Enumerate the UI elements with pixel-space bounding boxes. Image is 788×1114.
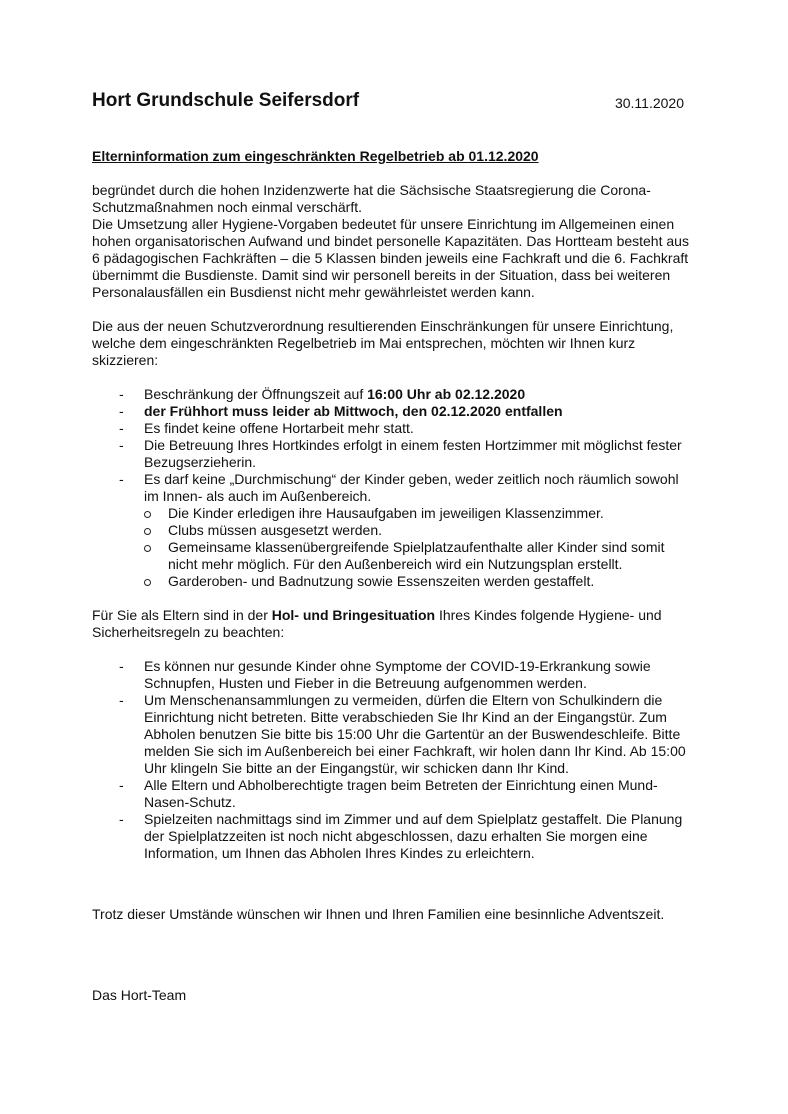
sub-item-text: Garderoben- und Badnutzung sowie Essenszeiten werden gestaffelt.	[168, 573, 595, 589]
dash-bullet: -	[119, 386, 124, 402]
hygiene-rule-text: Um Menschenansammlungen zu vermeiden, dürfen die Eltern von Schulkindern die Einrichtung nicht betreten. Bitte verabschieden Sie Ihr Kind an der Eingangstür. Zum Abholen benutzen Sie bitte bis 15:00 Uhr die Gartentür an der Buswendeschleife. Bitte melden Sie sich im Außenbereich bei einer Fachkraft, wir holen dann Ihr Kind. Ab 15:00 Uhr klingeln Sie bitte an der Eingangstür, wir schicken dann Ihr Kind.	[144, 692, 686, 776]
hygiene-intro-bold: Hol- und Bringesituation	[271, 607, 436, 623]
dash-bullet: -	[119, 692, 124, 708]
circle-bullet-icon	[144, 579, 151, 586]
hygiene-rules-list	[92, 658, 697, 862]
restriction-bold-text: 16:00 Uhr ab 02.12.2020	[367, 386, 526, 402]
letter-header	[92, 90, 692, 116]
hygiene-intro-text: Für Sie als Eltern sind in der	[92, 607, 272, 623]
restrictions-sublist	[144, 505, 697, 590]
list-item	[144, 522, 697, 539]
restrictions-intro: Die aus der neuen Schutzverordnung resultierenden Einschränkungen für unsere Einrichtung, welche dem eingeschränkten Regelbetrieb im Mai entsprechen, möchten wir Ihnen kurz skizzieren:	[92, 318, 674, 368]
restriction-text: Die Betreuung Ihres Hortkindes erfolgt in einem festen Hortzimmer mit möglichst fester Bezugserzieherin.	[144, 437, 682, 470]
restriction-text: Es darf keine „Durchmischung“ der Kinder geben, weder zeitlich noch räumlich sowohl im Innen- als auch im Außenbereich.	[144, 471, 679, 504]
hygiene-rule-text: Es können nur gesunde Kinder ohne Symptome der COVID-19-Erkrankung sowie Schnupfen, Husten und Fieber in die Betreuung aufgenommen werden.	[144, 658, 651, 691]
list-item	[92, 386, 697, 403]
dash-bullet: -	[119, 777, 124, 793]
letter-date: 30.11.2020	[614, 95, 684, 111]
closing-line: Trotz dieser Umstände wünschen wir Ihnen und Ihren Familien eine besinnliche Adventszeit.	[92, 906, 665, 922]
intro-paragraph-1: begründet durch die hohen Inzidenzwerte hat die Sächsische Staatsregierung die Corona-Schutzmaßnahmen noch einmal verschärft.	[92, 182, 651, 215]
dash-bullet: -	[119, 437, 124, 453]
list-item	[92, 403, 697, 420]
hygiene-rule-text: Alle Eltern und Abholberechtigte tragen beim Betreten der Einrichtung einen Mund-Nasen-Schutz.	[144, 777, 658, 810]
letter-body	[92, 182, 697, 862]
sub-item-text: Die Kinder erledigen ihre Hausaufgaben im jeweiligen Klassenzimmer.	[168, 505, 604, 521]
page-title: Hort Grundschule Seifersdorf	[92, 90, 360, 111]
circle-bullet-icon	[144, 511, 151, 518]
restriction-text: Es findet keine offene Hortarbeit mehr statt.	[144, 420, 414, 436]
intro-paragraph-2: Die Umsetzung aller Hygiene-Vorgaben bedeutet für unsere Einrichtung im Allgemeinen einen hohen organisatorischen Aufwand und bindet personelle Kapazitäten. Das Hortteam besteht aus 6 pädagogischen Fachkräften – die 5 Klassen binden jeweils eine Fachkraft und die 6. Fachkraft übernimmt die Busdienste. Damit sind wir personell bereits in der Situation, dass bei weiteren Personalausfällen ein Busdienst nicht mehr gewährleistet werden kann.	[92, 216, 689, 300]
list-item	[92, 811, 697, 862]
list-item	[144, 539, 697, 573]
dash-bullet: -	[119, 403, 124, 419]
list-item	[144, 573, 697, 590]
list-item	[144, 505, 697, 522]
circle-bullet-icon	[144, 545, 151, 552]
restrictions-list	[92, 386, 697, 590]
list-item	[92, 658, 697, 692]
list-item	[92, 692, 697, 777]
restriction-bold-text: der Frühhort muss leider ab Mittwoch, den 02.12.2020 entfallen	[144, 403, 563, 419]
hygiene-rule-text: Spielzeiten nachmittags sind im Zimmer und auf dem Spielplatz gestaffelt. Die Planung der Spielplatzzeiten ist noch nicht abgeschlossen, dazu erhalten Sie morgen eine Information, um Ihnen das Abholen Ihres Kindes zu erleichtern.	[144, 811, 683, 861]
dash-bullet: -	[119, 811, 124, 827]
restriction-text: Beschränkung der Öffnungszeit auf	[144, 386, 368, 402]
signature: Das Hort-Team	[92, 987, 187, 1003]
hygiene-intro	[92, 607, 697, 641]
letter-subject: Elterninformation zum eingeschränkten Regelbetrieb ab 01.12.2020	[92, 148, 539, 164]
list-item	[92, 777, 697, 811]
list-item	[92, 420, 697, 437]
dash-bullet: -	[119, 471, 124, 487]
hygiene-intro-text-end: Ihres Kindes folgende Hygiene- und Sicherheitsregeln zu beachten:	[92, 607, 662, 640]
circle-bullet-icon	[144, 528, 151, 535]
sub-item-text: Gemeinsame klassenübergreifende Spielplatzaufenthalte aller Kinder sind somit nicht mehr möglich. Für den Außenbereich wird ein Nutzungsplan erstellt.	[168, 539, 665, 572]
list-item	[92, 437, 697, 471]
list-item	[92, 471, 697, 590]
dash-bullet: -	[119, 658, 124, 674]
dash-bullet: -	[119, 420, 124, 436]
sub-item-text: Clubs müssen ausgesetzt werden.	[168, 522, 382, 538]
